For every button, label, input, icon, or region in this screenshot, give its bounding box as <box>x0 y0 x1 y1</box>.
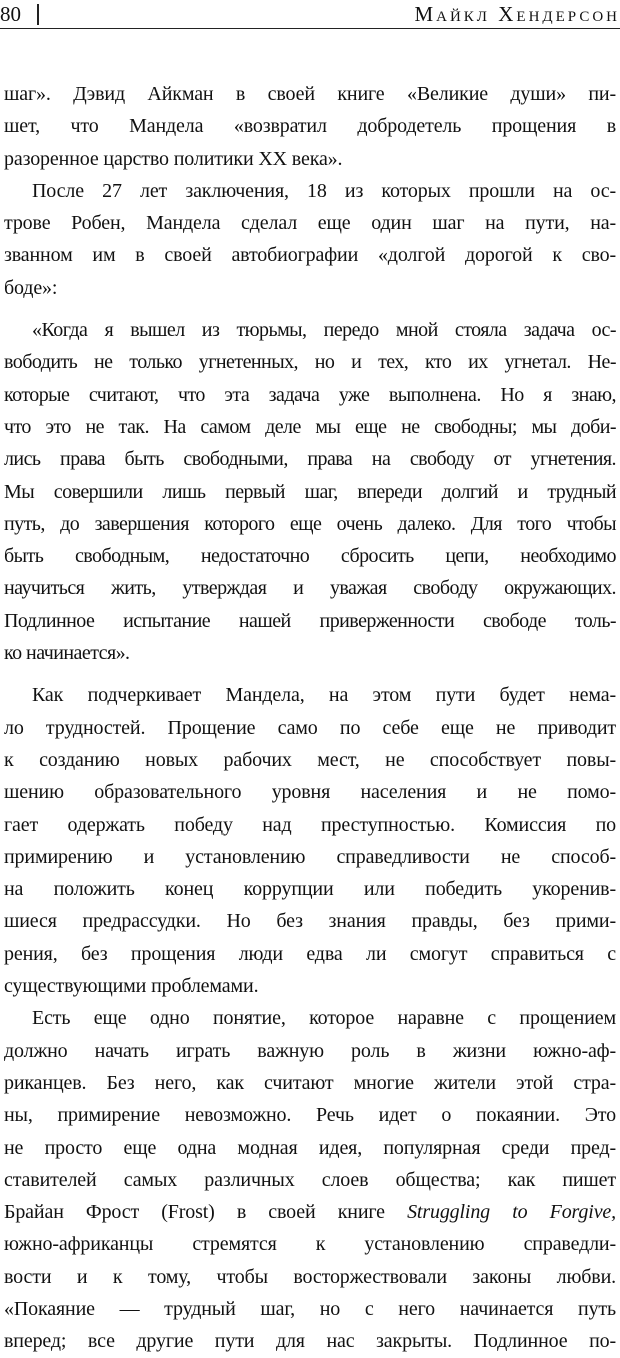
text-line: к созданию новых рабочих мест, не способствует повы- <box>4 748 616 771</box>
book-title: Struggling to Forgive, <box>407 1201 616 1224</box>
text-line: на положить конец коррупции или победить укоренив- <box>4 878 616 901</box>
page-header <box>0 0 620 29</box>
quote-line: Подлинное испытание нашей приверженности свободе толь- <box>4 609 616 632</box>
header-divider <box>37 4 39 25</box>
quote-line: путь, до завершения которого еще очень далеко. Для того чтобы <box>4 512 616 535</box>
book-line-prefix: Брайан Фрост (Frost) в своей книге <box>4 1201 408 1224</box>
mandela-quote <box>4 314 616 669</box>
text-line: шению образовательного уровня населения и не помо- <box>4 781 616 804</box>
text-line: боде»: <box>4 276 58 299</box>
running-head: Майкл Хендерсон <box>414 2 620 26</box>
quote-line: научиться жить, утверждая и уважая свободу окружающих. <box>4 577 616 600</box>
text-line: вперед; все другие пути для нас закрыты. Подлинное по- <box>4 1330 616 1353</box>
text-line: ло трудностей. Прощение само по себе еще не приводит <box>4 716 616 739</box>
text-line: Как подчеркивает Мандела, на этом пути будет нема- <box>32 684 616 707</box>
quote-line: быть свободным, недостаточно сбросить цепи, необходимо <box>4 545 616 568</box>
text-line: трове Робен, Мандела сделал еще один шаг на пути, на- <box>4 212 616 235</box>
text-line <box>4 1196 616 1228</box>
quote-line: вободить не только угнетенных, но и тех, кто их угнетал. Не- <box>4 351 616 374</box>
text-line: не просто еще одна модная идея, популярная среди пред- <box>4 1136 616 1159</box>
text-line: Есть еще одно понятие, которое наравне с прощением <box>32 1007 616 1030</box>
spacer <box>4 304 616 314</box>
text-line: После 27 лет заключения, 18 из которых прошли на ос- <box>32 179 616 202</box>
quote-line: которые считают, что эта задача уже выполнена. Но я знаю, <box>4 383 616 406</box>
text-line: южно-африканцы стремятся к установлению справедли- <box>4 1233 616 1256</box>
quote-line: ко начинается». <box>4 642 130 665</box>
text-line: примирению и установлению справедливости не способ- <box>4 845 616 868</box>
paragraph-3 <box>4 679 616 1002</box>
text-line: риканцев. Без него, как считают многие жители этой стра- <box>4 1071 616 1094</box>
paragraph-4 <box>4 1002 616 1357</box>
text-line: шаг». Дэвид Айкман в своей книге «Великие души» пи- <box>4 83 616 105</box>
text-line: званном им в своей автобиографии «долгой дорогой к сво- <box>4 244 616 267</box>
text-line: рения, без прощения люди едва ли смогут справиться с <box>4 942 616 965</box>
paragraph-2 <box>4 175 616 304</box>
text-line: разоренное царство политики XX века». <box>4 147 343 170</box>
paragraph-1 <box>4 78 616 175</box>
text-line: «Покаяние — трудный шаг, но с него начинается путь <box>4 1297 616 1320</box>
text-line: ны, примирение невозможно. Речь идет о покаянии. Это <box>4 1104 616 1127</box>
text-line: шет, что Мандела «возвратил добродетель прощения в <box>4 115 616 138</box>
page-number: 80 <box>0 2 21 26</box>
quote-line: «Когда я вышел из тюрьмы, передо мной стояла задача ос- <box>32 319 616 342</box>
quote-line: Мы совершили лишь первый шаг, впереди долгий и трудный <box>4 480 616 503</box>
quote-line: лись права быть свободными, права на свободу от угнетения. <box>4 448 616 471</box>
body-text <box>4 78 616 1358</box>
text-line: вости и к тому, чтобы восторжествовали законы любви. <box>4 1265 616 1288</box>
text-line: должно начать играть важную роль в жизни южно-аф- <box>4 1039 616 1062</box>
text-line: ставителей самых различных слоев общества; как пишет <box>4 1168 616 1191</box>
text-line: гает одержать победу над преступностью. Комиссия по <box>4 813 616 836</box>
quote-line: что это не так. На самом деле мы еще не свободны; мы доби- <box>4 415 616 438</box>
spacer <box>4 669 616 679</box>
text-line: существующими проблемами. <box>4 975 259 998</box>
text-line: шиеся предрассудки. Но без знания правды, без прими- <box>4 910 616 933</box>
